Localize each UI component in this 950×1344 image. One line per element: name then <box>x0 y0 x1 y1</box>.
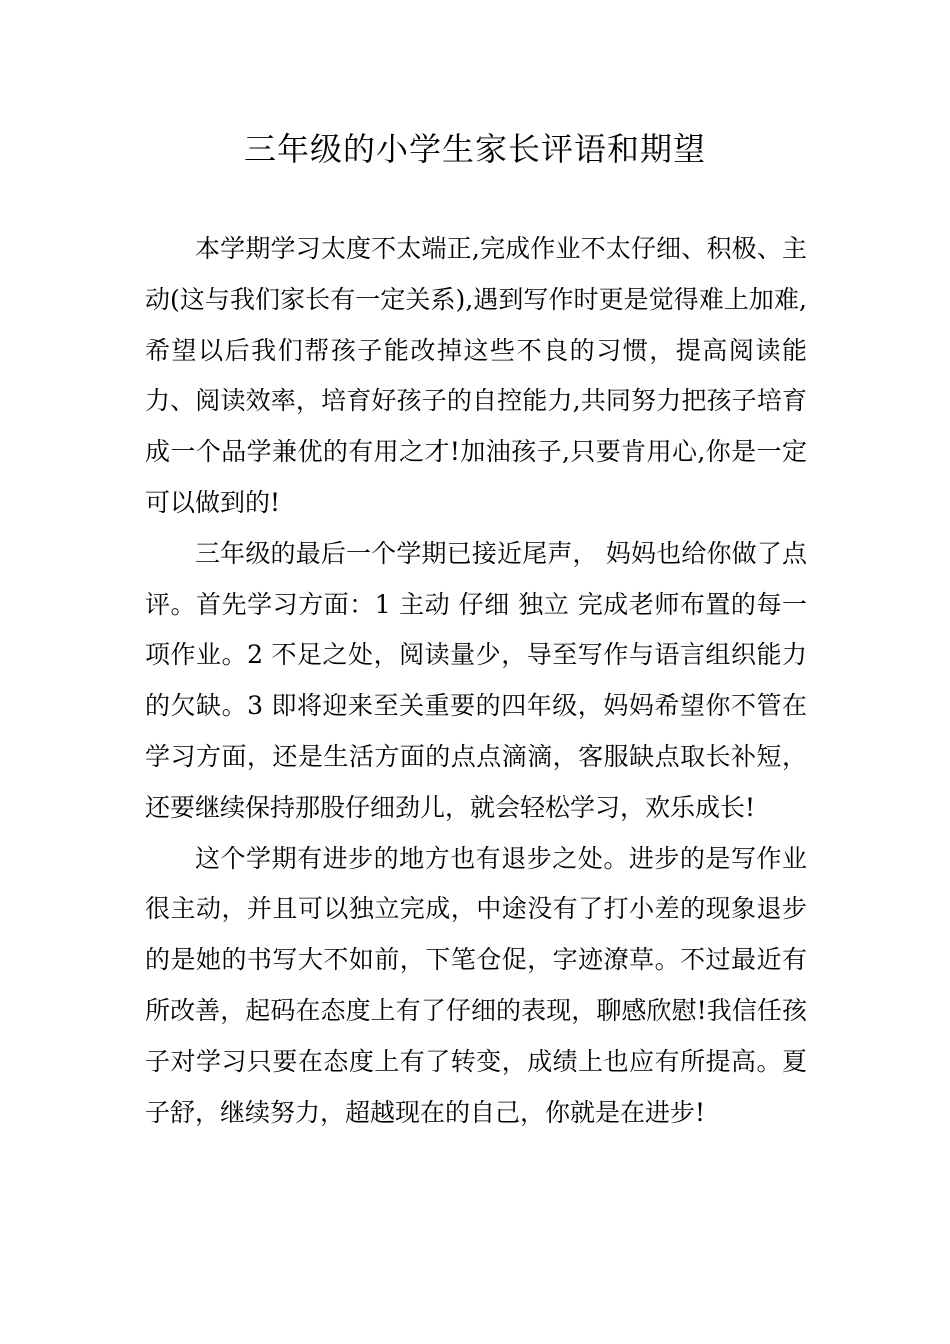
document-title: 三年级的小学生家长评语和期望 <box>243 130 706 168</box>
paragraph-2: 三年级的最后一个学期已接近尾声， 妈妈也给你做了点评。首先学习方面：1 主动 仔细 独立 完成老师布置的每一项作业。2 不足之处，阅读量少，导至写作与语言组织能力的欠缺。3 即将迎来至关重要的四年级，妈妈希望你不管在学习方面，还是生活方面的点点滴滴，客服缺点取长补短，还要继续保持那股仔细劲儿，就会轻松学习，欢乐成长! <box>145 538 807 822</box>
paragraph-3: 这个学期有进步的地方也有退步之处。进步的是写作业很主动，并且可以独立完成，中途没有了打小差的现象退步的是她的书写大不如前，下笔仓促，字迹潦草。不过最近有所改善，起码在态度上有了仔细的表现，聊感欣慰!我信任孩子对学习只要在态度上有了转变，成绩上也应有所提高。夏子舒，继续努力，超越现在的自己，你就是在进步! <box>145 843 807 1127</box>
paragraph-1: 本学期学习太度不太端正,完成作业不太仔细、积极、主动(这与我们家长有一定关系),遇到写作时更是觉得难上加难,希望以后我们帮孩子能改掉这些不良的习惯，提高阅读能力、阅读效率，培育好孩子的自控能力,共同努力把孩子培育成一个品学兼优的有用之才!加油孩子,只要肯用心,你是一定可以做到的! <box>145 234 807 517</box>
document-body <box>145 224 807 1138</box>
